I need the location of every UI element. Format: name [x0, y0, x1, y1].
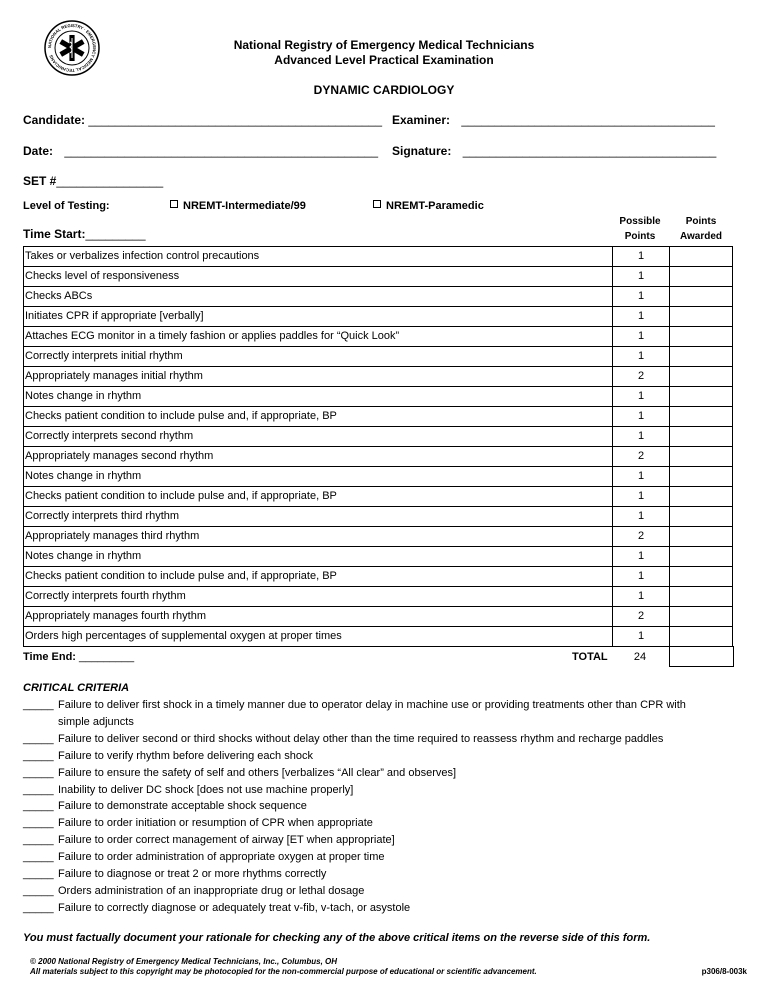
station-title: DYNAMIC CARDIOLOGY: [313, 83, 455, 97]
critical-criteria-text: Failure to order administration of appropriate oxygen at proper time: [58, 851, 385, 864]
points-awarded-cell[interactable]: [670, 627, 733, 647]
points-awarded-cell[interactable]: [670, 607, 733, 627]
possible-points-cell: 1: [613, 307, 670, 327]
critical-criteria-item: [23, 866, 723, 883]
candidate-line[interactable]: ____________________________________________: [88, 113, 383, 127]
critical-criteria-text: Failure to order correct management of airway [ET when appropriate]: [58, 834, 395, 847]
critical-criteria-item: [23, 883, 723, 900]
critical-criteria-item: [23, 782, 723, 799]
table-row: [24, 247, 733, 267]
critical-criteria-item: [23, 731, 723, 748]
total-value: 24: [633, 651, 647, 663]
table-row: [24, 387, 733, 407]
exam-title: Advanced Level Practical Examination: [274, 53, 494, 67]
table-row: [24, 447, 733, 467]
points-awarded-cell[interactable]: [670, 367, 733, 387]
critical-check-blank[interactable]: _____: [23, 817, 54, 830]
critical-criteria-item: [23, 832, 723, 849]
possible-points-cell: 1: [613, 467, 670, 487]
step-description: Appropriately manages fourth rhythm: [24, 607, 613, 627]
step-description: Checks ABCs: [24, 287, 613, 307]
possible-header-line1: Possible: [619, 216, 661, 227]
critical-criteria-text: Failure to order initiation or resumption of CPR when appropriate: [58, 817, 373, 830]
checkbox-icon[interactable]: [373, 200, 381, 208]
critical-criteria-text: Inability to deliver DC shock [does not use machine properly]: [58, 783, 354, 796]
step-description: Orders high percentages of supplemental oxygen at proper times: [24, 627, 613, 647]
table-row: [24, 327, 733, 347]
table-row: [24, 567, 733, 587]
table-row: [24, 587, 733, 607]
step-description: Appropriately manages second rhythm: [24, 447, 613, 467]
critical-check-blank[interactable]: _____: [23, 901, 54, 914]
awarded-header-line2: Awarded: [679, 231, 723, 242]
step-description: Checks patient condition to include pulse and, if appropriate, BP: [24, 567, 613, 587]
examiner-field[interactable]: [392, 113, 715, 127]
possible-points-cell: 1: [613, 427, 670, 447]
time-end-field[interactable]: [23, 651, 134, 663]
possible-points-cell: 1: [613, 347, 670, 367]
set-label: SET #: [23, 174, 57, 188]
table-row: [24, 507, 733, 527]
points-awarded-cell[interactable]: [670, 287, 733, 307]
critical-criteria-item: [23, 748, 723, 765]
table-row: [24, 487, 733, 507]
total-label: TOTAL: [572, 651, 608, 663]
critical-check-blank[interactable]: _____: [23, 783, 54, 796]
table-row: [24, 627, 733, 647]
critical-criteria-text: Orders administration of an inappropriate drug or lethal dosage: [58, 884, 365, 897]
possible-points-cell: 2: [613, 607, 670, 627]
possible-points-cell: 1: [613, 267, 670, 287]
table-row: [24, 367, 733, 387]
candidate-field[interactable]: [23, 113, 382, 127]
critical-criteria-text: Failure to verify rhythm before delivering each shock: [58, 749, 313, 762]
signature-label: Signature:: [392, 144, 452, 158]
step-description: Attaches ECG monitor in a timely fashion or applies paddles for “Quick Look”: [24, 327, 613, 347]
step-description: Checks patient condition to include pulse and, if appropriate, BP: [24, 487, 613, 507]
table-row: [24, 307, 733, 327]
possible-points-cell: 1: [613, 587, 670, 607]
critical-criteria-list: [23, 697, 723, 917]
critical-check-blank[interactable]: _____: [23, 699, 54, 711]
table-row: [24, 547, 733, 567]
points-awarded-cell[interactable]: [670, 267, 733, 287]
step-description: Correctly interprets fourth rhythm: [24, 587, 613, 607]
level-label: Level of Testing:: [23, 200, 110, 212]
possible-points-cell: 1: [613, 547, 670, 567]
possible-points-cell: 1: [613, 507, 670, 527]
org-title: National Registry of Emergency Medical Technicians: [233, 38, 535, 52]
candidate-label: Candidate:: [23, 113, 86, 127]
points-awarded-cell[interactable]: [670, 487, 733, 507]
awarded-header-line1: Points: [685, 216, 717, 227]
points-awarded-cell[interactable]: [670, 567, 733, 587]
time-start-field[interactable]: [23, 227, 146, 241]
table-row: [24, 607, 733, 627]
possible-points-cell: 1: [613, 487, 670, 507]
table-row: [24, 527, 733, 547]
critical-check-blank[interactable]: _____: [23, 766, 54, 779]
points-awarded-cell[interactable]: [670, 547, 733, 567]
step-description: Checks level of responsiveness: [24, 267, 613, 287]
step-description: Appropriately manages third rhythm: [24, 527, 613, 547]
date-field[interactable]: [23, 144, 378, 158]
possible-points-cell: 1: [613, 387, 670, 407]
critical-check-blank[interactable]: _____: [23, 749, 54, 762]
points-awarded-cell[interactable]: [670, 447, 733, 467]
critical-criteria-text: Failure to correctly diagnose or adequately treat v-fib, v-tach, or asystole: [58, 901, 411, 914]
table-row: [24, 347, 733, 367]
date-line[interactable]: _______________________________________________: [64, 144, 379, 158]
step-description: Checks patient condition to include pulse and, if appropriate, BP: [24, 407, 613, 427]
signature-field[interactable]: [392, 144, 716, 158]
points-awarded-cell[interactable]: [670, 527, 733, 547]
copyright-text: © 2000 National Registry of Emergency Medical Technicians, Inc., Columbus, OH: [30, 957, 338, 966]
table-row: [24, 267, 733, 287]
examiner-line[interactable]: ______________________________________: [461, 113, 715, 127]
step-description: Correctly interprets second rhythm: [24, 427, 613, 447]
points-awarded-cell[interactable]: [670, 347, 733, 367]
possible-points-cell: 1: [613, 407, 670, 427]
critical-criteria-text: Failure to deliver first shock in a timely manner due to operator delay in machine use or providing treatments other than CPR with simple adjuncts: [58, 699, 686, 728]
critical-check-blank[interactable]: _____: [23, 884, 54, 897]
step-description: Notes change in rhythm: [24, 467, 613, 487]
documentation-note: You must factually document your rationale for checking any of the above critical items on the reverse side of this form.: [23, 932, 651, 944]
critical-check-blank[interactable]: _____: [23, 851, 54, 864]
possible-points-cell: 1: [613, 567, 670, 587]
critical-criteria-text: Failure to ensure the safety of self and others [verbalizes “All clear” and observes]: [58, 766, 457, 779]
form-number: p306/8-003k: [701, 967, 747, 976]
possible-points-cell: 2: [613, 527, 670, 547]
step-description: Notes change in rhythm: [24, 547, 613, 567]
permission-text: All materials subject to this copyright may be photocopied for the non-commercial purpose of educational or scientific advancement.: [30, 967, 537, 976]
critical-check-blank[interactable]: _____: [23, 732, 54, 745]
points-awarded-cell[interactable]: [670, 427, 733, 447]
step-description: Correctly interprets third rhythm: [24, 507, 613, 527]
table-row: [24, 427, 733, 447]
table-row: [24, 467, 733, 487]
step-description: Takes or verbalizes infection control precautions: [24, 247, 613, 267]
step-description: Correctly interprets initial rhythm: [24, 347, 613, 367]
points-awarded-cell[interactable]: [670, 507, 733, 527]
critical-criteria-text: Failure to demonstrate acceptable shock sequence: [58, 800, 307, 813]
critical-criteria-item: [23, 798, 723, 815]
critical-check-blank[interactable]: _____: [23, 834, 54, 847]
table-row: [24, 287, 733, 307]
critical-criteria-text: Failure to diagnose or treat 2 or more rhythms correctly: [58, 868, 327, 881]
level-option-paramedic[interactable]: [373, 200, 484, 212]
possible-points-cell: 2: [613, 367, 670, 387]
points-awarded-header: [669, 214, 733, 244]
possible-points-cell: 1: [613, 287, 670, 307]
total-awarded-box[interactable]: [669, 646, 734, 667]
time-end-line[interactable]: _________: [79, 651, 135, 663]
level-option-intermediate[interactable]: [170, 200, 306, 212]
step-description: Initiates CPR if appropriate [verbally]: [24, 307, 613, 327]
examiner-label: Examiner:: [392, 113, 451, 127]
critical-check-blank[interactable]: _____: [23, 800, 54, 813]
points-awarded-cell[interactable]: [670, 247, 733, 267]
step-description: Notes change in rhythm: [24, 387, 613, 407]
possible-points-header: [611, 214, 669, 244]
table-row: [24, 407, 733, 427]
time-start-label: Time Start:: [23, 227, 86, 241]
points-awarded-cell[interactable]: [670, 587, 733, 607]
steps-table: [23, 246, 733, 647]
points-awarded-cell[interactable]: [670, 467, 733, 487]
set-line[interactable]: ________________: [56, 174, 164, 188]
time-start-line[interactable]: _________: [85, 227, 146, 241]
points-awarded-cell[interactable]: [670, 407, 733, 427]
date-label: Date:: [23, 144, 54, 158]
critical-criteria-item: [23, 849, 723, 866]
critical-criteria-item: [23, 765, 723, 782]
time-end-label: Time End:: [23, 651, 76, 663]
checkbox-icon[interactable]: [170, 200, 178, 208]
possible-points-cell: 1: [613, 627, 670, 647]
points-awarded-cell[interactable]: [670, 387, 733, 407]
critical-criteria-title: CRITICAL CRITERIA: [23, 682, 130, 694]
points-awarded-cell[interactable]: [670, 307, 733, 327]
level-option-intermediate-label: NREMT-Intermediate/99: [183, 200, 306, 212]
possible-header-line2: Points: [624, 231, 656, 242]
possible-points-cell: 1: [613, 247, 670, 267]
step-description: Appropriately manages initial rhythm: [24, 367, 613, 387]
possible-points-cell: 2: [613, 447, 670, 467]
possible-points-cell: 1: [613, 327, 670, 347]
signature-line[interactable]: ______________________________________: [462, 144, 717, 158]
set-field[interactable]: [23, 174, 163, 188]
critical-check-blank[interactable]: _____: [23, 868, 54, 881]
critical-criteria-item: [23, 900, 723, 917]
critical-criteria-item: [23, 815, 723, 832]
critical-criteria-text: Failure to deliver second or third shocks without delay other than the time required to reassess rhythm and recharge paddles: [58, 732, 664, 745]
level-option-paramedic-label: NREMT-Paramedic: [386, 200, 484, 212]
logo-text: NATIONAL REGISTRY · EMERGENCY MEDICAL TECHNICIANS: [46, 22, 98, 74]
points-awarded-cell[interactable]: [670, 327, 733, 347]
critical-criteria-item: [23, 697, 723, 731]
